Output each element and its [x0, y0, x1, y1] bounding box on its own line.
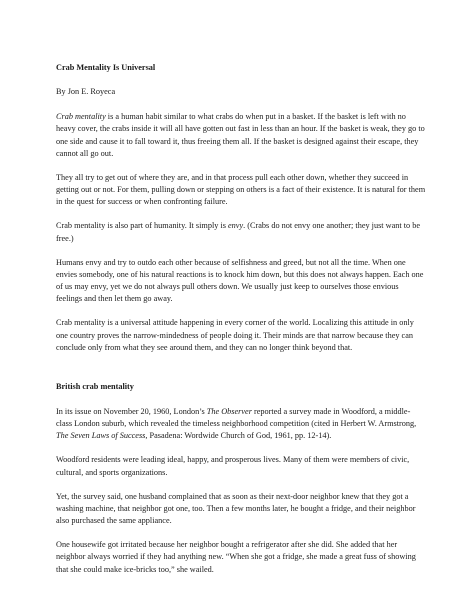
document-page — [56, 62, 426, 588]
paragraph-5: Crab mentality is a universal attitude happening in every corner of the world. Localizing this attitude in only one country proves the narrow-mindedness of people doing it. Their minds are that narrow because they can conclude only from what they see around them, and they can no longer think beyond that. — [56, 318, 414, 352]
section-paragraph-3: Yet, the survey said, one husband complained that as soon as their next-door neighbor knew that they got a washing machine, that neighbor got one, too. Then a few months later, he bought a fridge, and their neighbor also purchased the same appliance. — [56, 491, 416, 526]
paragraph-1-text: is a human habit similar to what crabs do when put in a basket. If the basket is left with no heavy cover, the crabs inside it will all have gotten out fast in less than an hour. If the basket is weak, they go to one side and cause it to fall toward it, thus freeing them all. If the basket is designed against their escape, they cannot all go out. — [56, 112, 425, 158]
section-paragraph-4: One housewife got irritated because her neighbor bought a refrigerator after she did. She added that her neighbor always worried if they had anything new. “When she got a fridge, she made a great fuss of showing that she could make ice-bricks too,” she wailed. — [56, 540, 416, 574]
paragraph-1 — [56, 111, 426, 160]
section-heading: British crab mentality — [56, 381, 134, 391]
paragraph-3-text-b: . (Crabs do not envy one another; they just want to be free.) — [56, 221, 421, 243]
section-paragraph-1-text-c: , Pasadena: Wordwide Church of God, 1961, pp. 12-14). — [145, 431, 332, 441]
paragraph-3-text-a: Crab mentality is also part of humanity. It simply is — [56, 221, 229, 231]
paragraph-2: They all try to get out of where they are, and in that process pull each other down, whether they succeed in getting out or not. For them, pulling down or stepping on others is a fact of their existence. It is natural for them in the quest for success or when confronting failure. — [56, 172, 426, 207]
article-title: Crab Mentality Is Universal — [56, 63, 156, 72]
crab-mentality-term: Crab mentality — [56, 112, 106, 122]
book-title: The Seven Laws of Success — [56, 431, 146, 441]
section-paragraph-1-text-b: reported a survey made in Woodford, a middle-class London suburb, which revealed the timeless neighborhood competition (cited in Herbert W. Armstrong, — [56, 406, 417, 429]
paragraph-3 — [56, 220, 426, 244]
section-paragraph-1 — [56, 406, 426, 442]
envy-emphasis: envy — [228, 221, 244, 231]
article-byline: By Jon E. Royeca — [56, 87, 116, 97]
section-paragraph-1-text-a: In its issue on November 20, 1960, London’s — [56, 406, 207, 416]
section-paragraph-2: Woodford residents were leading ideal, happy, and prosperous lives. Many of them were members of civic, cultural, and sports organizations. — [56, 455, 410, 477]
paragraph-4: Humans envy and try to outdo each other because of selfishness and greed, but not all the time. When one envies somebody, one of his natural reactions is to knock him down, but this does not always happen. Each one of us may envy, yet we do not always pull others down. We usually just keep to ourselves those envious feelings and then let them go away. — [56, 257, 424, 304]
observer-title: The Observer — [206, 406, 252, 416]
